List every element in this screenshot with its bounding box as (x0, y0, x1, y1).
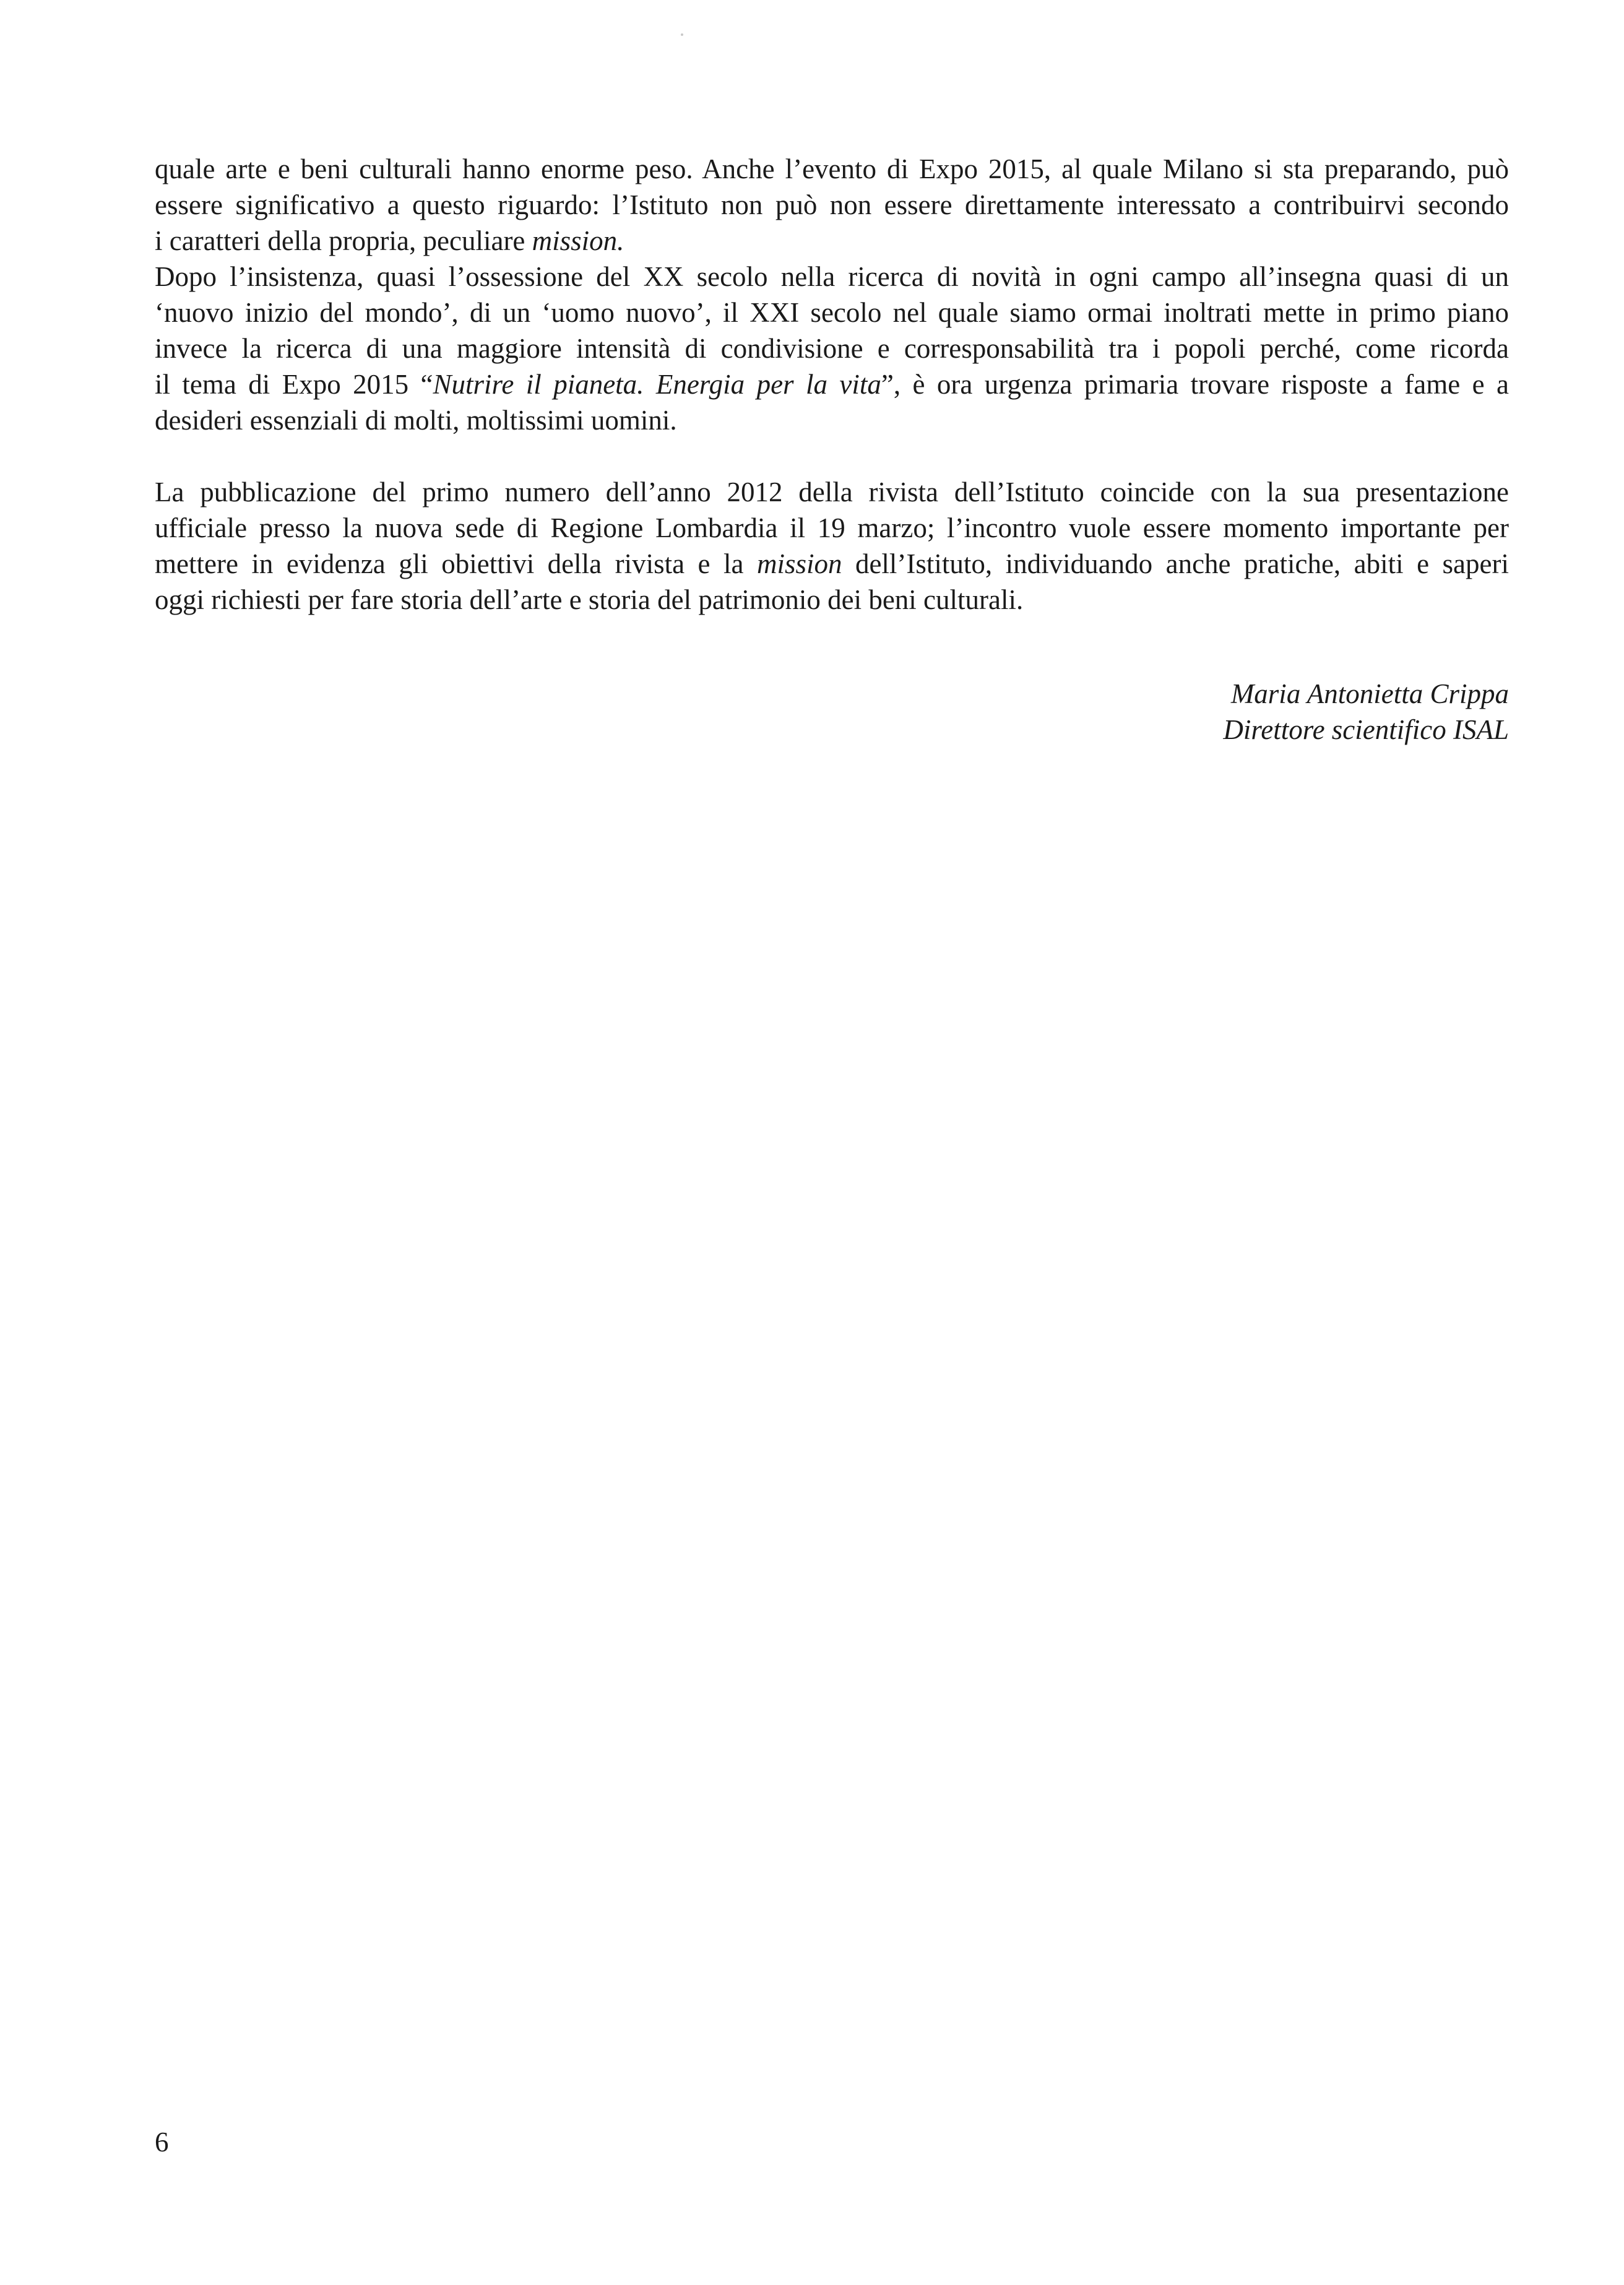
italic-text: mission. (532, 225, 624, 256)
italic-text: mission (756, 548, 842, 579)
body-text (155, 151, 1509, 618)
italic-text: Nutrire il pianeta. Energia per la vita (433, 369, 881, 400)
paragraph (155, 259, 1509, 438)
text-line: essere significativo a questo riguardo: l’Istituto non può non essere direttamente interessato a contribuirvi secondo (155, 189, 1509, 220)
text-line: i caratteri della propria, peculiare mission. (155, 225, 624, 256)
text-line: Dopo l’insistenza, quasi l’ossessione del XX secolo nella ricerca di novità in ogni campo all’insegna quasi di un (155, 261, 1509, 292)
text-line: La pubblicazione del primo numero dell’anno 2012 della rivista dell’Istituto coincide con la sua presentazione (155, 477, 1509, 508)
text-line: ‘nuovo inizio del mondo’, di un ‘uomo nuovo’, il XXI secolo nel quale siamo ormai inoltrati mette in primo piano (155, 297, 1509, 328)
text-line: quale arte e beni culturali hanno enorme peso. Anche l’evento di Expo 2015, al quale Milano si sta preparando, può (155, 153, 1509, 184)
page-number: 6 (155, 2127, 169, 2158)
text-line: oggi richiesti per fare storia dell’arte e storia del patrimonio dei beni culturali. (155, 584, 1024, 615)
signature-role: Direttore scientifico ISAL (1223, 714, 1509, 745)
paragraph (155, 474, 1509, 618)
text-line: il tema di Expo 2015 “Nutrire il pianeta. Energia per la vita”, è ora urgenza primaria trovare risposte a fame e a (155, 369, 1510, 400)
text-line: ufficiale presso la nuova sede di Regione Lombardia il 19 marzo; l’incontro vuole essere momento importante per (155, 512, 1509, 543)
paragraph (155, 151, 1509, 259)
signature-name: Maria Antonietta Crippa (1230, 678, 1509, 709)
text-line: mettere in evidenza gli obiettivi della rivista e la mission dell’Istituto, individuando anche pratiche, abiti e saperi (155, 548, 1509, 579)
text-line: desideri essenziali di molti, moltissimi uomini. (155, 405, 677, 436)
text-line: invece la ricerca di una maggiore intensità di condivisione e corresponsabilità tra i popoli perché, come ricorda (155, 333, 1509, 364)
scan-speck (681, 33, 683, 36)
signature-block (1223, 676, 1509, 748)
